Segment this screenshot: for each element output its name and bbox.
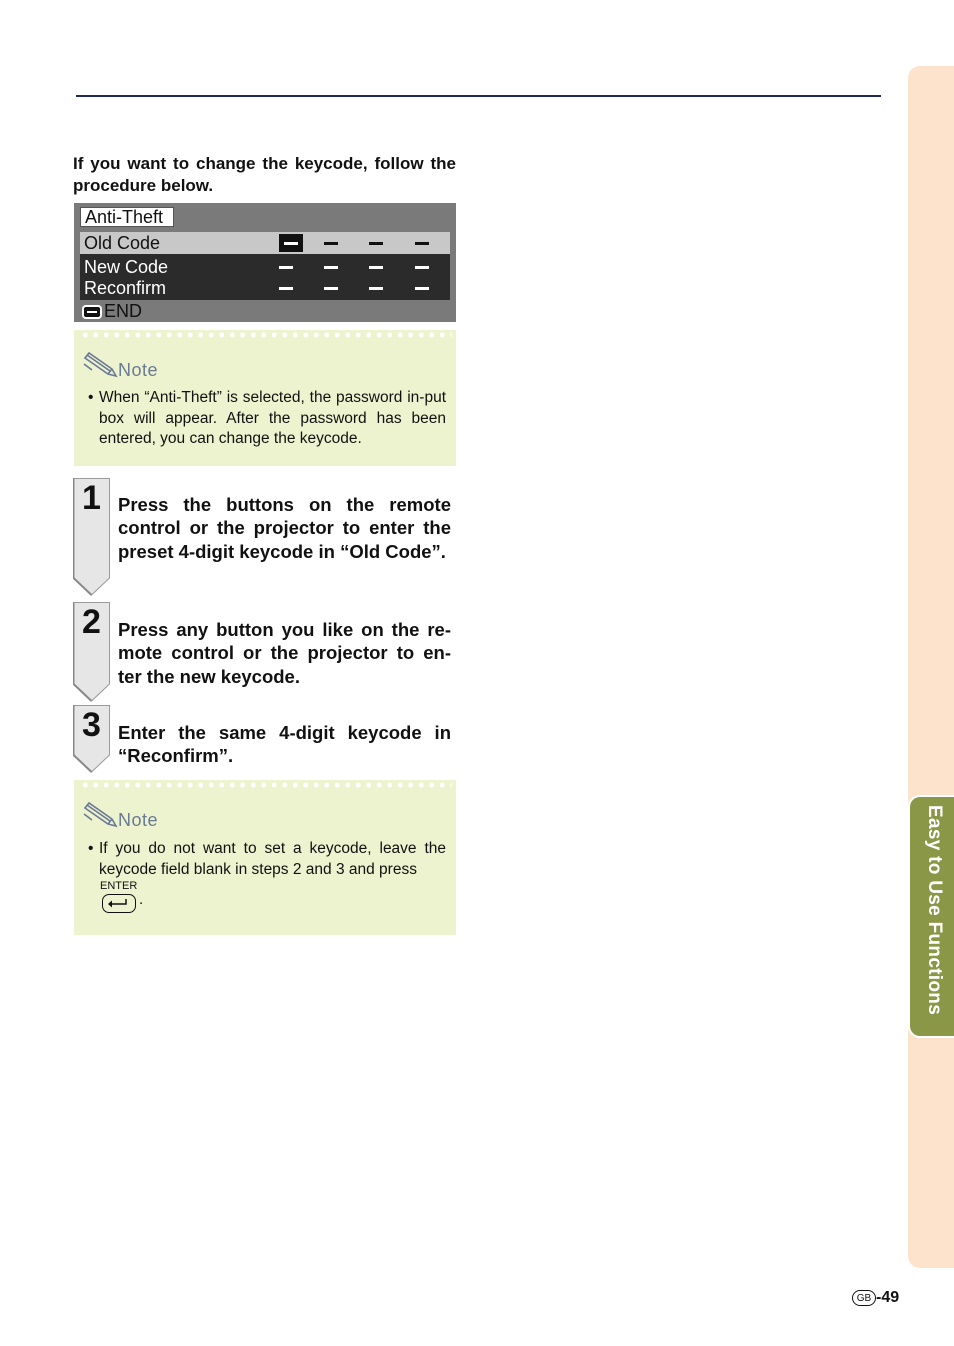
pencil-icon [82,800,118,830]
step-number: 1 [82,479,101,517]
header-rule [76,95,881,97]
region-badge: GB [852,1290,876,1306]
osd-row-label: Reconfirm [84,278,167,298]
step-text-3: Enter the same 4-digit keycode in “Reconfirm”. [118,722,451,767]
return-button-icon [82,305,102,319]
side-tab-background [908,66,954,1268]
note-dots [80,782,452,788]
step-badge-2 [73,602,110,702]
step-text-1: Press the buttons on the remote control or the projector to enter the preset 4-digit keycode in “Old Code”. [118,494,451,562]
osd-end: END [82,301,142,321]
note-box-1 [74,330,456,466]
osd-anti-theft-menu [74,203,456,322]
note-label: Note [118,360,159,380]
step-number: 3 [82,706,101,744]
note-item: • When “Anti-Theft” is selected, the password in-put box will appear. After the password has been entered, you can change the keycode. [88,389,446,447]
osd-row-label: Old Code [84,233,161,253]
step-number: 2 [82,603,101,641]
step-text-2: Press any button you like on the re-mote control or the projector to en-ter the new keycode. [118,619,451,687]
osd-row-old-code[interactable] [80,232,450,254]
intro-text: If you want to change the keycode, follow the procedure below. [73,154,456,195]
note-label: Note [118,810,159,830]
osd-row-label: New Code [84,257,169,277]
osd-row-new-code[interactable] [80,256,450,278]
side-tab-label: Easy to Use Functions [924,805,945,1016]
pencil-icon [82,350,118,380]
osd-row-reconfirm[interactable] [80,277,450,299]
note-item: • If you do not want to set a keycode, leave the keycode field blank in steps 2 and 3 and press [88,840,446,878]
enter-key-label: ENTER [100,880,138,892]
note-dots [80,332,452,338]
osd-cursor [279,234,303,252]
osd-title: Anti-Theft [80,207,174,227]
enter-button-icon [102,894,136,913]
note-trailing-period: . [139,891,144,908]
enter-key [100,880,140,892]
page-number: GB -49 [852,1289,899,1307]
step-badge-3 [73,705,110,773]
step-badge-1 [73,478,110,596]
